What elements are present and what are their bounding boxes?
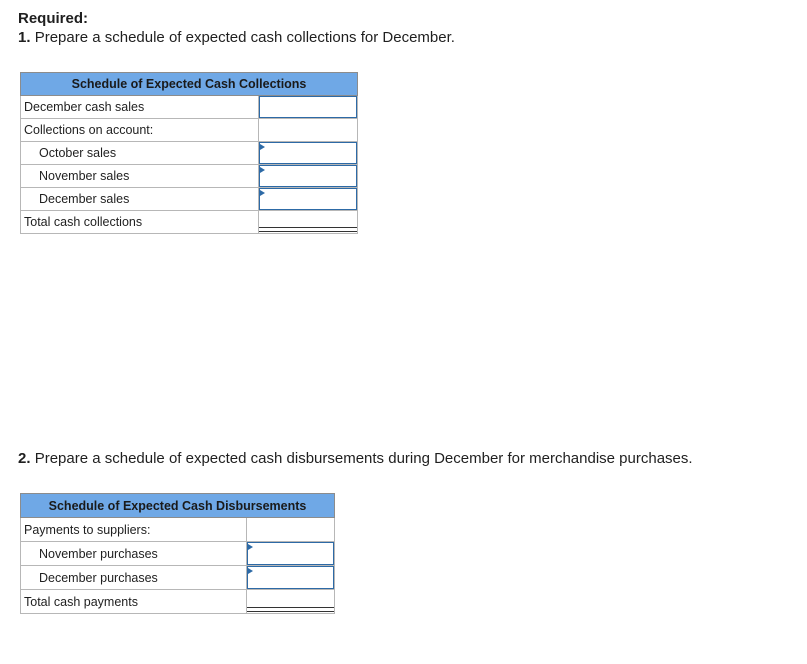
input-marker-icon [248,568,253,574]
december-purchases-input[interactable] [247,566,335,590]
row-label: December sales [21,188,259,211]
row-label: Payments to suppliers: [21,518,247,542]
cash-disbursements-table [20,493,335,614]
cash-collections-table [20,72,358,234]
cash-collections-header: Schedule of Expected Cash Collections [21,73,358,96]
october-sales-input[interactable] [259,142,358,165]
question-1-number: 1. [18,29,31,46]
total-cash-payments-cell [247,590,335,614]
row-label: November purchases [21,542,247,566]
input-marker-icon [260,190,265,196]
november-sales-input[interactable] [259,165,358,188]
question-2-number: 2. [18,450,31,467]
row-label: December cash sales [21,96,259,119]
november-purchases-input[interactable] [247,542,335,566]
row-label: October sales [21,142,259,165]
row-label: November sales [21,165,259,188]
row-label: Total cash payments [21,590,247,614]
row-label: Total cash collections [21,211,259,234]
collections-on-account-cell [259,119,358,142]
input-marker-icon [260,144,265,150]
payments-to-suppliers-cell [247,518,335,542]
input-marker-icon [248,544,253,550]
question-2-text: Prepare a schedule of expected cash disbursements during December for merchandise purchases. [34,450,693,467]
row-label: Collections on account: [21,119,259,142]
input-marker-icon [260,167,265,173]
cash-disbursements-header: Schedule of Expected Cash Disbursements [21,494,335,518]
required-heading: Required: [18,10,89,27]
row-label: December purchases [21,566,247,590]
question-1-text: Prepare a schedule of expected cash collections for December. [34,29,455,46]
total-cash-collections-cell [259,211,358,234]
question-2 [18,450,693,467]
question-1 [18,29,455,46]
december-cash-sales-input[interactable] [259,96,358,119]
december-sales-input[interactable] [259,188,358,211]
